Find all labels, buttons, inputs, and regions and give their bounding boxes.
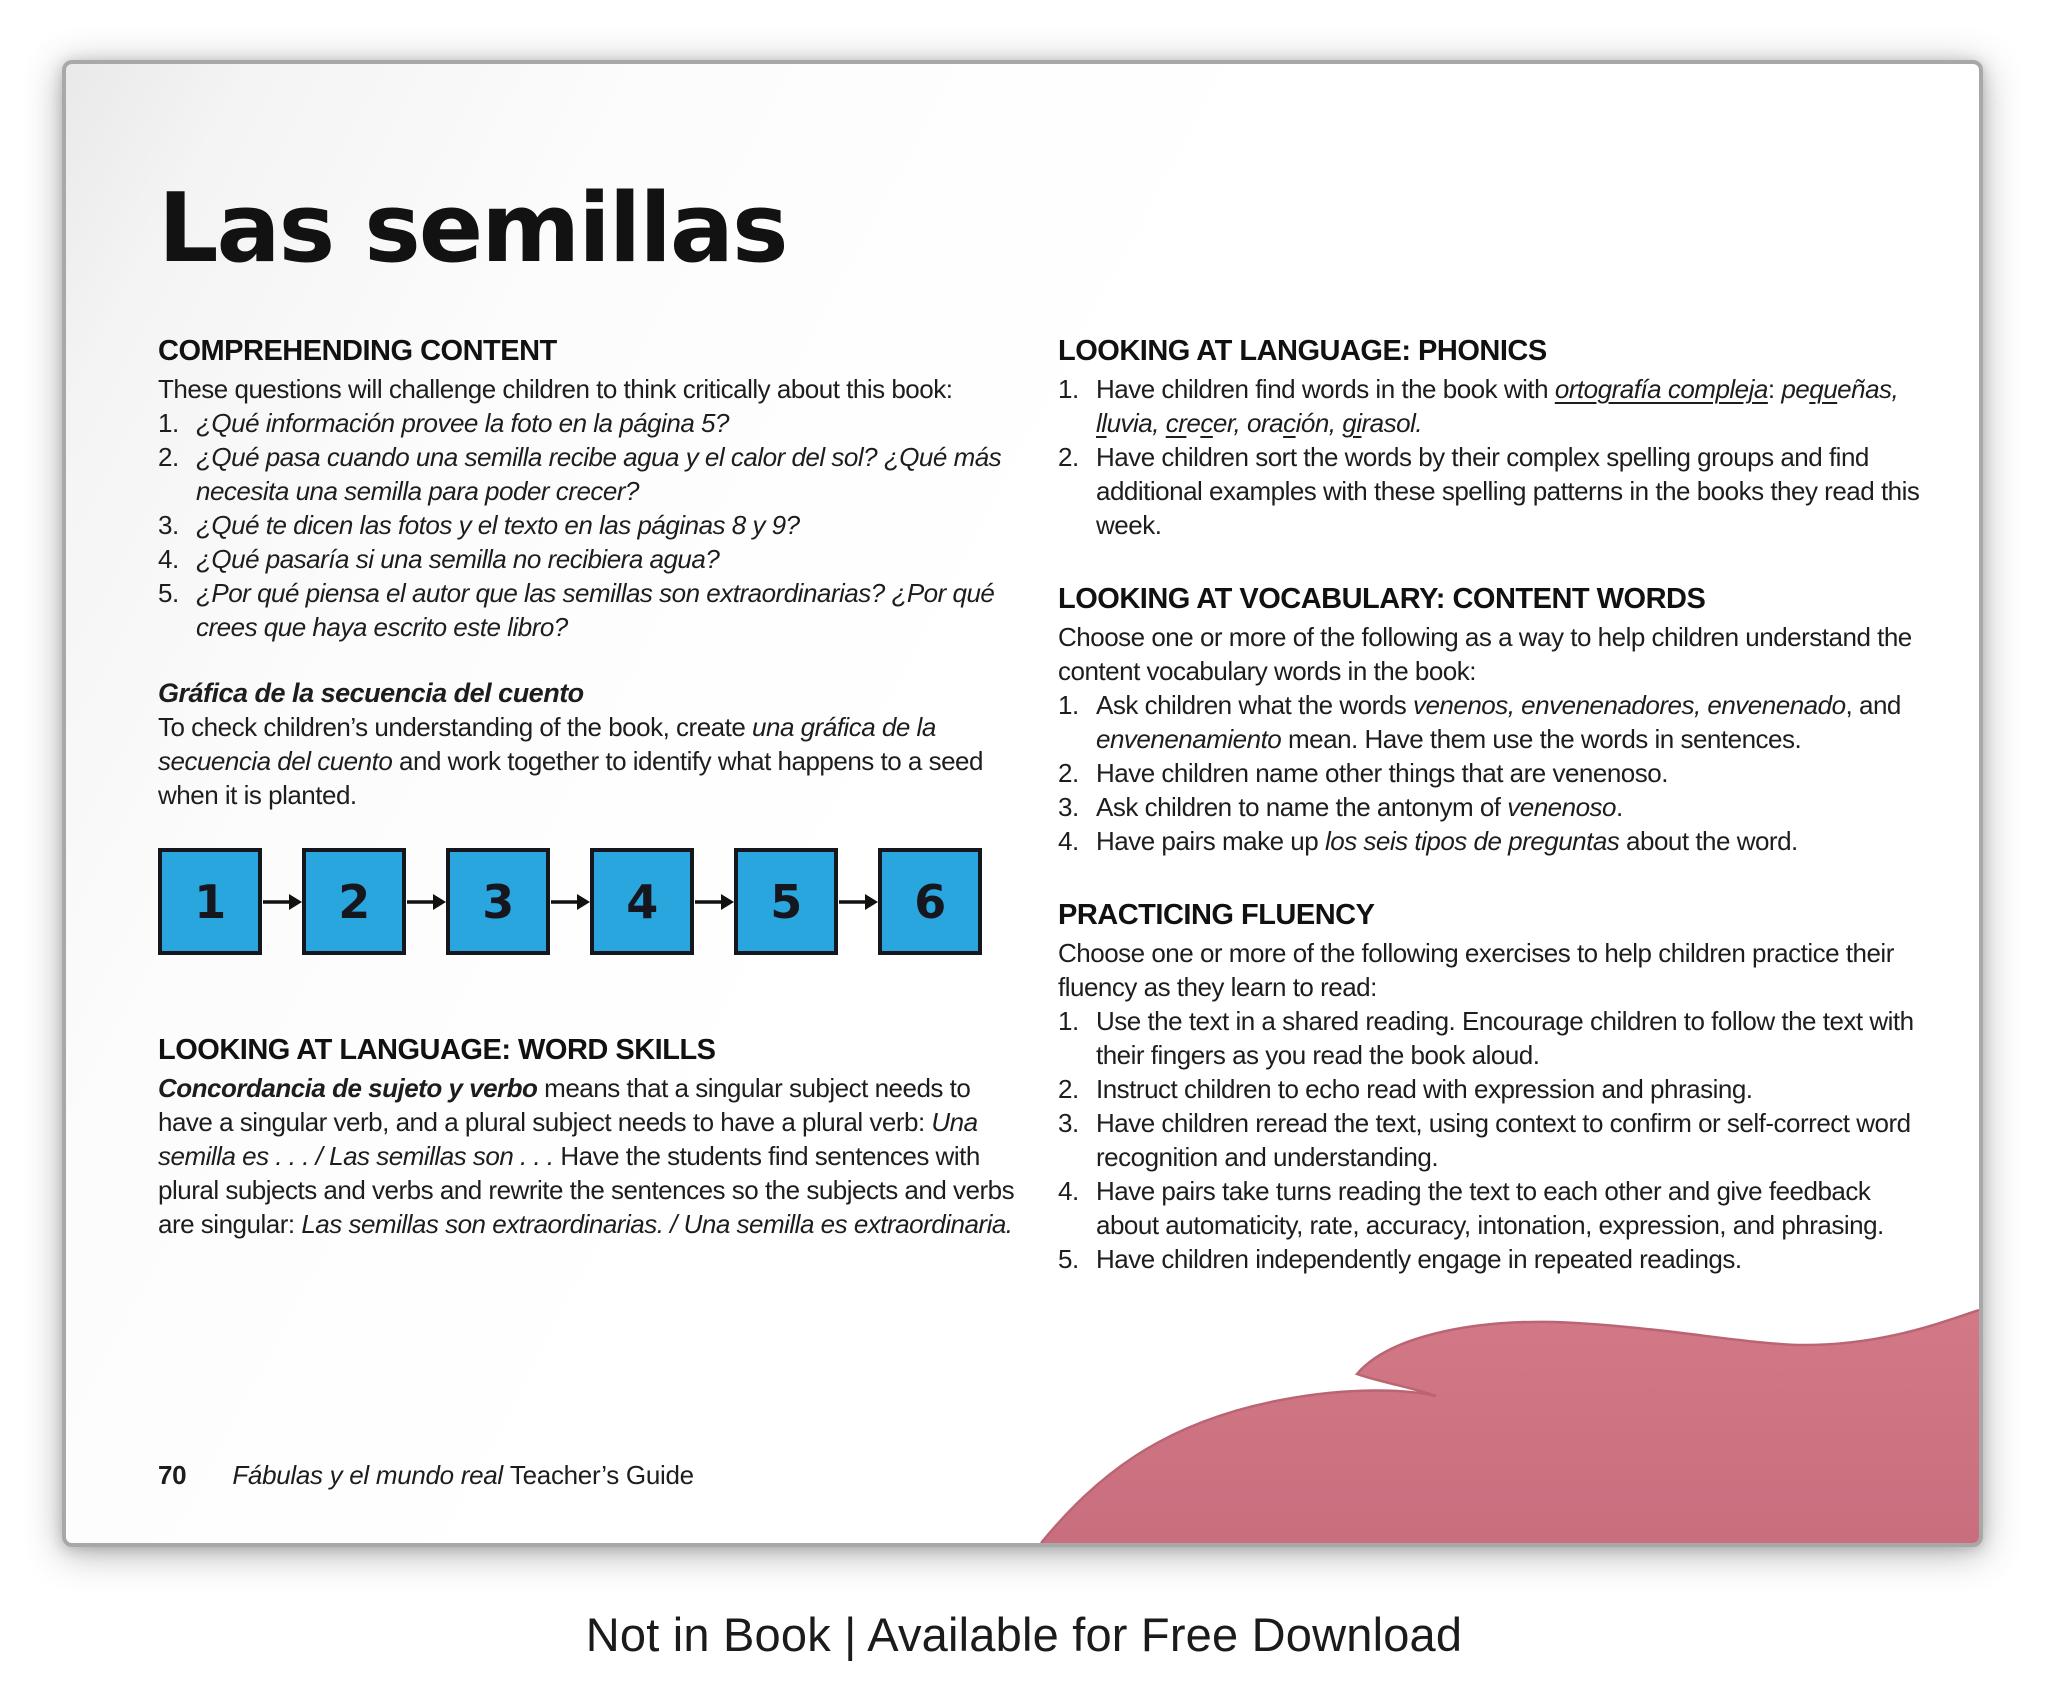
arrow-right-icon xyxy=(838,890,878,914)
section-word-skills xyxy=(158,1033,1018,1241)
list-item-text: ¿Qué pasaría si una semilla no recibiera agua? xyxy=(196,544,720,574)
list-item-text: Have children independently engage in repeated readings. xyxy=(1096,1244,1742,1274)
list-number: 3. xyxy=(1058,1108,1079,1138)
vocabulary-list xyxy=(1058,688,1930,858)
list-number: 2. xyxy=(1058,1074,1079,1104)
arrow-right-icon xyxy=(550,890,590,914)
list-item xyxy=(158,406,1018,440)
subsection-paragraph: To check children’s understanding of the book, create una gráfica de la secuencia del cuento and work together to identify what happens to a seed when it is planted. xyxy=(158,712,983,810)
list-number: 4. xyxy=(1058,826,1079,856)
list-item-text: Use the text in a shared reading. Encourage children to follow the text with their fingers as you read the book aloud. xyxy=(1096,1006,1914,1070)
list-item xyxy=(158,440,1018,508)
sequence-box-6: 6 xyxy=(878,848,982,955)
section-intro: These questions will challenge children to think critically about this book: xyxy=(158,374,953,404)
list-number: 1. xyxy=(158,408,179,438)
list-item xyxy=(1058,1072,1930,1106)
availability-caption: Not in Book | Available for Free Download xyxy=(585,1608,1463,1661)
list-item-text: ¿Por qué piensa el autor que las semillas son extraordinarias? ¿Por qué crees que haya escrito este libro? xyxy=(196,578,995,642)
section-comprehending-content xyxy=(158,334,1018,812)
list-item xyxy=(1058,1174,1930,1242)
list-item-text: Ask children what the words venenos, envenenadores, envenenado, and envenenamiento mean. Have them use the words in sentences. xyxy=(1096,690,1901,754)
page-number: 70 xyxy=(158,1460,187,1490)
arrow-right-icon xyxy=(262,890,302,914)
list-item-text: Instruct children to echo read with expression and phrasing. xyxy=(1096,1074,1753,1104)
list-number: 3. xyxy=(158,510,179,540)
book-title: Fábulas y el mundo real xyxy=(232,1460,503,1490)
list-item-text: Have pairs take turns reading the text to each other and give feedback about automaticity, rate, accuracy, intonation, expression, and phrasing. xyxy=(1096,1176,1884,1240)
list-item xyxy=(158,508,1018,542)
list-number: 4. xyxy=(158,544,179,574)
list-number: 1. xyxy=(1058,690,1079,720)
section-heading: LOOKING AT LANGUAGE: WORD SKILLS xyxy=(158,1034,716,1066)
list-item-text: ¿Qué información provee la foto en la página 5? xyxy=(196,408,729,438)
page-title: Las semillas xyxy=(158,174,787,284)
list-item-text: Have pairs make up los seis tipos de preguntas about the word. xyxy=(1096,826,1798,856)
list-item xyxy=(1058,440,1930,542)
list-item xyxy=(1058,1106,1930,1174)
section-intro: Choose one or more of the following as a way to help children understand the content vocabulary words in the book: xyxy=(1058,622,1912,686)
fluency-list xyxy=(1058,1004,1930,1276)
section-vocabulary xyxy=(1058,582,1930,858)
list-number: 5. xyxy=(1058,1244,1079,1274)
list-item xyxy=(1058,372,1930,440)
section-intro: Choose one or more of the following exercises to help children practice their fluency as they learn to read: xyxy=(1058,938,1894,1002)
list-item-text: Have children name other things that are venenoso. xyxy=(1096,758,1668,788)
list-item xyxy=(1058,790,1930,824)
guide-label: Teacher’s Guide xyxy=(509,1460,694,1490)
sequence-box-1: 1 xyxy=(158,848,262,955)
list-item xyxy=(158,542,1018,576)
list-number: 2. xyxy=(158,442,179,472)
sequence-box-3: 3 xyxy=(446,848,550,955)
list-item-text: Have children reread the text, using context to confirm or self-correct word recognition and understanding. xyxy=(1096,1108,1911,1172)
question-list xyxy=(158,406,1018,644)
subsection-heading: Gráfica de la secuencia del cuento xyxy=(158,678,584,708)
section-phonics xyxy=(1058,334,1930,542)
list-number: 4. xyxy=(1058,1176,1079,1206)
list-item-text: ¿Qué te dicen las fotos y el texto en las páginas 8 y 9? xyxy=(196,510,800,540)
section-paragraph: Concordancia de sujeto y verbo means that a singular subject needs to have a singular verb, and a plural subject needs to have a plural verb: Una semilla es . . . / Las semillas son . . . Have the students find sentences with plural subjects and verbs and rewrite the sentences so the subjects and verbs are singular: Las semillas son extraordinarias. / Una semilla es extraordinaria. xyxy=(158,1073,1015,1239)
list-item xyxy=(1058,824,1930,858)
list-item-text: Have children find words in the book with ortografía compleja: pequeñas, lluvia, crecer, oración, girasol. xyxy=(1096,374,1899,438)
list-number: 2. xyxy=(1058,442,1079,472)
section-heading: COMPREHENDING CONTENT xyxy=(158,335,557,367)
subsection-sequence-chart xyxy=(158,676,1018,812)
sequence-box-4: 4 xyxy=(590,848,694,955)
list-item xyxy=(1058,1004,1930,1072)
section-fluency xyxy=(1058,898,1930,1276)
list-item-text: ¿Qué pasa cuando una semilla recibe agua y el calor del sol? ¿Qué más necesita una semilla para poder crecer? xyxy=(196,442,1002,506)
section-heading: LOOKING AT LANGUAGE: PHONICS xyxy=(1058,335,1547,367)
list-item-text: Have children sort the words by their complex spelling groups and find additional examples with these spelling patterns in the books they read this week. xyxy=(1096,442,1920,540)
list-item xyxy=(1058,1242,1930,1276)
section-heading: LOOKING AT VOCABULARY: CONTENT WORDS xyxy=(1058,583,1706,615)
teachers-guide-page xyxy=(62,60,1983,1547)
list-item xyxy=(1058,756,1930,790)
list-item xyxy=(158,576,1018,644)
arrow-right-icon xyxy=(406,890,446,914)
list-item xyxy=(1058,688,1930,756)
sequence-diagram xyxy=(158,848,982,955)
list-number: 1. xyxy=(1058,374,1079,404)
right-column xyxy=(1058,334,1930,1276)
section-heading: PRACTICING FLUENCY xyxy=(1058,899,1375,931)
left-column xyxy=(158,334,1018,1241)
list-item-text: Ask children to name the antonym of venenoso. xyxy=(1096,792,1623,822)
list-number: 3. xyxy=(1058,792,1079,822)
phonics-list xyxy=(1058,372,1930,542)
list-number: 1. xyxy=(1058,1006,1079,1036)
arrow-right-icon xyxy=(694,890,734,914)
list-number: 5. xyxy=(158,578,179,608)
sequence-box-5: 5 xyxy=(734,848,838,955)
page-footer xyxy=(158,1460,694,1491)
wave-decoration xyxy=(999,1293,1979,1543)
sequence-box-2: 2 xyxy=(302,848,406,955)
list-number: 2. xyxy=(1058,758,1079,788)
